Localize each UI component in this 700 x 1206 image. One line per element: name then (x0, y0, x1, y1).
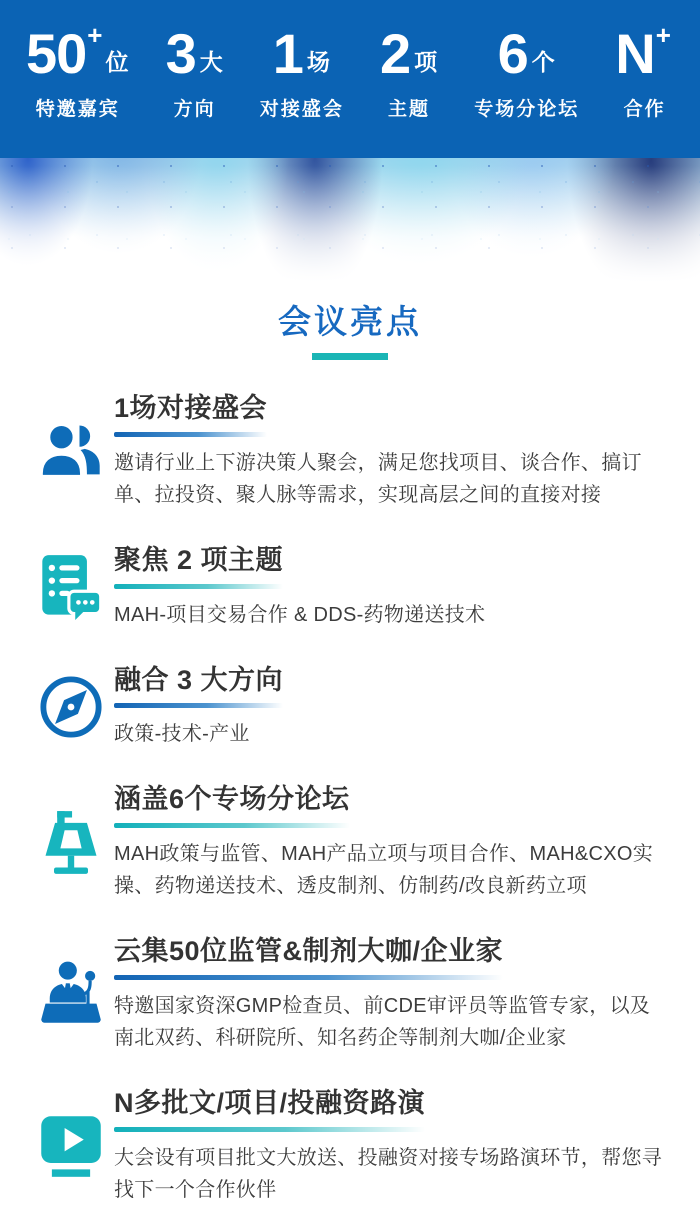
stat-value-row (615, 19, 674, 85)
highlight-item-themes (28, 544, 666, 631)
highlight-content (114, 935, 666, 1054)
heading-underline (114, 432, 267, 437)
stat-label: 方向 (173, 98, 216, 120)
highlight-item-forums (28, 783, 666, 902)
title-underline (312, 353, 388, 360)
highlight-title: 聚焦 2 项主题 (114, 544, 284, 575)
stat-number: 6 (497, 21, 528, 85)
stat-number: N (615, 21, 655, 85)
stat-themes (379, 21, 439, 121)
highlight-content (114, 1087, 666, 1206)
page-title: 会议亮点 (278, 303, 422, 340)
highlight-title: 融合 3 大方向 (114, 664, 284, 695)
topics-list-chat-icon (28, 553, 114, 621)
highlight-heading (114, 1087, 425, 1132)
stat-label: 合作 (623, 98, 666, 120)
highlight-desc: 政策-技术-产业 (114, 723, 250, 746)
heading-underline (114, 823, 350, 828)
stat-value-row (26, 19, 130, 85)
stat-label: 主题 (388, 98, 431, 120)
highlight-desc: 邀请行业上下游决策人聚会，满足您找项目、谈合作、搞订单、拉投资、聚人脉等需求，实现高层之间的直接对接 (114, 451, 642, 506)
stat-summit (259, 21, 344, 121)
stat-directions (165, 21, 224, 121)
watercolor-splash-banner (0, 158, 700, 290)
highlight-content (114, 783, 666, 902)
stat-unit: 场 (306, 48, 331, 75)
stat-label: 对接盛会 (259, 98, 344, 120)
highlight-heading (114, 392, 267, 437)
stat-cooperation (615, 19, 674, 121)
highlight-heading (114, 783, 350, 828)
stat-forums (474, 21, 580, 121)
highlight-content (114, 664, 666, 751)
stat-unit: 位 (105, 48, 130, 75)
highlight-content (114, 544, 666, 631)
heading-underline (114, 1127, 425, 1132)
stat-unit: 个 (531, 48, 556, 75)
highlight-title: N多批文/项目/投融资路演 (114, 1087, 426, 1118)
speaker-podium-icon (28, 960, 114, 1028)
stat-number: 3 (165, 21, 196, 85)
stat-number: 1 (272, 21, 303, 85)
heading-underline (114, 975, 503, 980)
highlight-heading (114, 544, 283, 589)
section-title-block (0, 290, 700, 380)
highlight-title: 云集50位监管&制剂大咖/企业家 (114, 936, 504, 966)
heading-underline (114, 584, 283, 589)
highlight-title: 涵盖6个专场分论坛 (114, 784, 350, 815)
highlights-list (0, 380, 700, 1206)
stats-header (0, 0, 700, 158)
compass-icon (28, 673, 114, 741)
stat-number: 50 (26, 21, 87, 85)
plus-superscript: + (87, 19, 103, 50)
stat-unit: 项 (414, 48, 439, 75)
lectern-icon (28, 809, 114, 877)
stat-value-row (165, 21, 224, 85)
heading-underline (114, 703, 283, 708)
highlight-heading (114, 664, 283, 709)
highlight-desc: MAH-项目交易合作 & DDS-药物递送技术 (114, 603, 486, 626)
stat-number: 2 (379, 21, 411, 85)
stat-value-row (379, 21, 439, 85)
stat-value-row (474, 21, 579, 85)
stat-label: 特邀嘉宾 (35, 98, 120, 120)
stat-unit: 大 (199, 48, 224, 75)
stat-label: 专场分论坛 (474, 98, 580, 120)
highlight-title: 1场对接盛会 (114, 393, 268, 423)
highlight-desc: MAH政策与监管、MAH产品立项与项目合作、MAH&CXO实操、药物递送技术、透皮制剂、仿制药/改良新药立项 (114, 843, 654, 897)
highlight-item-roadshow (28, 1087, 666, 1206)
highlight-item-experts (28, 935, 666, 1054)
highlight-desc: 特邀国家资深GMP检查员、前CDE审评员等监管专家，以及南北双药、科研院所、知名药企等制剂大咖/企业家 (114, 994, 651, 1049)
highlight-item-matchmaking (28, 392, 666, 511)
highlight-desc: 大会设有项目批文大放送、投融资对接专场路演环节，帮您寻找下一个合作伙伴 (114, 1146, 663, 1201)
stat-value-row (260, 21, 344, 85)
highlight-content (114, 392, 666, 511)
highlight-heading (114, 935, 503, 980)
plus-superscript: + (655, 19, 671, 50)
stat-guests (26, 19, 130, 121)
people-icon (28, 417, 114, 485)
highlight-item-directions (28, 664, 666, 751)
